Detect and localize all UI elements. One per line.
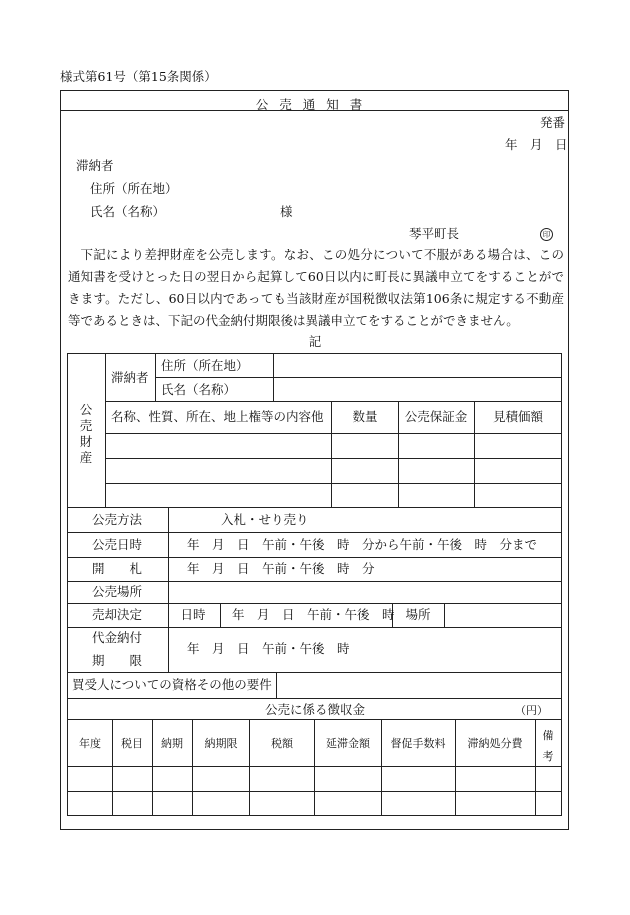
col-quantity: 数量	[352, 409, 378, 424]
issue-number-label: 発番	[540, 115, 566, 130]
datetime-value: 年 月 日 午前・午後 時 分から午前・午後 時 分まで	[187, 537, 538, 552]
title-row	[61, 91, 568, 111]
datetime-label: 公売日時	[91, 537, 143, 552]
issue-date: 年 月 日	[505, 137, 568, 152]
col-due-date: 納期限	[204, 737, 238, 750]
opening-value: 年 月 日 午前・午後 時 分	[187, 561, 375, 576]
property-side-label: 公売財産	[79, 402, 93, 465]
payment-value: 年 月 日 午前・午後 時	[187, 641, 350, 656]
col-disposal-cost: 滞納処分費	[467, 737, 523, 750]
buyer-qualification-label: 買受人についての資格その他の要件	[72, 677, 272, 692]
property-name-label: 氏名（名称）	[161, 382, 237, 397]
col-period: 納期	[161, 737, 183, 750]
place-label: 公売場所	[91, 584, 143, 599]
property-delinquent-label: 滞納者	[111, 370, 149, 385]
method-value: 入札・せり売り	[221, 512, 309, 527]
col-year: 年度	[79, 737, 101, 750]
address-label: 住所（所在地）	[90, 181, 178, 196]
tax-heading: 公売に係る徴収金	[264, 702, 366, 717]
decision-place-label: 場所	[405, 607, 431, 622]
form-number: 様式第61号（第15条関係）	[60, 69, 217, 84]
property-address-label: 住所（所在地）	[161, 358, 249, 373]
seal-icon: 印	[540, 228, 553, 241]
tax-unit: （円）	[515, 704, 548, 717]
payment-label-2: 期 限	[91, 653, 143, 668]
col-estimate: 見積価額	[492, 409, 544, 424]
decision-datetime-label: 日時	[180, 607, 206, 622]
payment-label-1: 代金納付	[91, 630, 143, 645]
decision-datetime-value: 年 月 日 午前・午後 時	[232, 607, 395, 622]
col-late-fee: 延滞金額	[326, 737, 370, 750]
col-tax-amount: 税額	[271, 737, 293, 750]
honorific: 様	[280, 204, 293, 219]
issuer-name: 琴平町長	[409, 226, 460, 241]
decision-label: 売却決定	[91, 607, 143, 622]
col-tax-item: 税目	[121, 737, 143, 750]
col-remarks: 備考	[542, 729, 554, 763]
form-title: 公売通知書	[255, 97, 374, 112]
delinquent-label: 滞納者	[76, 158, 114, 173]
seal-mark	[540, 227, 553, 241]
name-label: 氏名（名称）	[90, 204, 166, 219]
opening-label: 開 札	[91, 561, 143, 576]
col-dunning-fee: 督促手数料	[390, 737, 446, 750]
notice-paragraph: 下記により差押財産を公売します。なお、この処分について不服がある場合は、この通知書を受けとった日の翌日から起算して60日以内に町長に異議申立てをすることができます。ただし、60日以内であっても当該財産が国税徴収法第106条に規定する不動産等であるときは、下記の代金納付期限後は異議申立てをすることができません。	[68, 247, 564, 328]
ki-heading: 記	[308, 334, 322, 349]
col-deposit: 公売保証金	[404, 409, 468, 424]
col-description: 名称、性質、所在、地上権等の内容他	[111, 409, 324, 424]
method-label: 公売方法	[91, 512, 143, 527]
